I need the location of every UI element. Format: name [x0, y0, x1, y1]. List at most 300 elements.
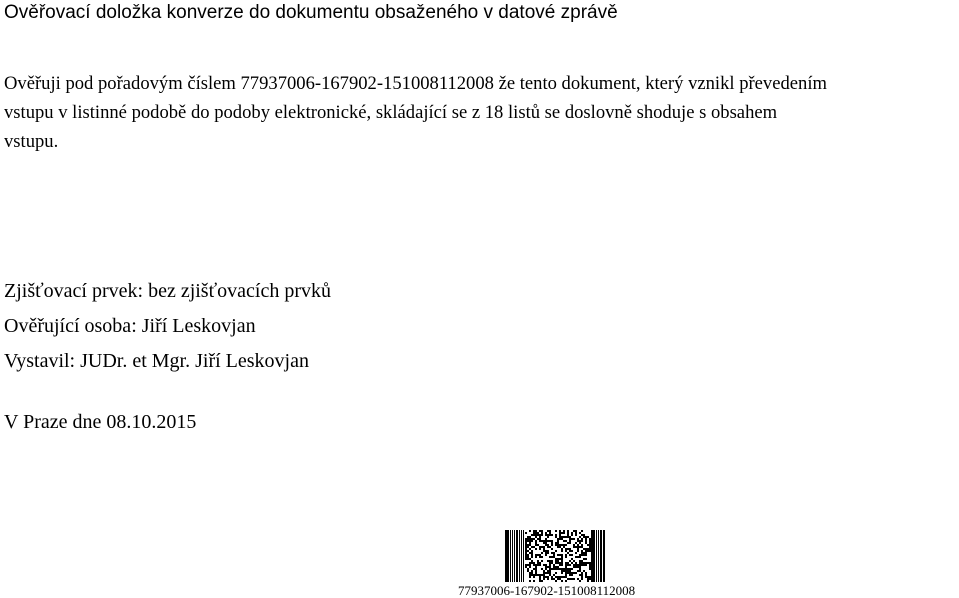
barcode-module — [549, 566, 551, 568]
barcode-module — [585, 552, 587, 554]
barcode-module — [589, 546, 591, 548]
barcode-module — [533, 532, 535, 534]
barcode-module — [551, 534, 553, 536]
barcode-module — [557, 560, 559, 562]
barcode-module — [553, 566, 555, 568]
barcode-module — [577, 548, 579, 550]
barcode-module — [527, 558, 529, 560]
barcode-module — [583, 534, 585, 536]
barcode-module — [573, 578, 575, 580]
barcode-module — [531, 562, 533, 564]
barcode-module — [585, 576, 587, 578]
barcode-module — [559, 576, 561, 578]
barcode-module — [531, 552, 533, 554]
barcode-module — [575, 564, 577, 566]
barcode-module — [565, 566, 567, 568]
barcode-module — [577, 538, 579, 540]
barcode-module — [541, 580, 543, 582]
barcode-module — [533, 530, 535, 532]
barcode-module — [547, 560, 549, 562]
barcode-module — [559, 532, 561, 534]
barcode-module — [529, 552, 531, 554]
barcode-module — [527, 538, 529, 540]
barcode-module — [545, 572, 547, 574]
barcode-module — [551, 576, 553, 578]
barcode-module — [561, 538, 563, 540]
barcode-module — [545, 564, 547, 566]
barcode-module — [555, 566, 557, 568]
barcode-module — [529, 530, 531, 532]
barcode-module — [551, 556, 553, 558]
barcode-module — [589, 576, 591, 578]
barcode-module — [533, 546, 535, 548]
barcode-module — [581, 546, 583, 548]
barcode-module — [581, 560, 583, 562]
barcode-module — [587, 580, 589, 582]
barcode-module — [585, 564, 587, 566]
barcode-module — [539, 554, 541, 556]
barcode-module — [577, 564, 579, 566]
barcode-module — [581, 572, 583, 574]
barcode-module — [573, 546, 575, 548]
barcode-module — [581, 562, 583, 564]
barcode-module — [577, 578, 579, 580]
barcode-module — [541, 546, 543, 548]
barcode-module — [571, 558, 573, 560]
barcode-module — [585, 574, 587, 576]
barcode-module — [589, 568, 591, 570]
barcode-module — [531, 546, 533, 548]
barcode-module — [579, 546, 581, 548]
barcode-module — [553, 578, 555, 580]
barcode-module — [549, 530, 551, 532]
barcode-module — [561, 558, 563, 560]
barcode-module — [559, 530, 561, 532]
barcode-module — [577, 546, 579, 548]
barcode-module — [567, 570, 569, 572]
barcode-module — [531, 572, 533, 574]
barcode-module — [525, 548, 527, 550]
barcode-module — [531, 574, 533, 576]
barcode-module — [535, 548, 537, 550]
barcode-module — [529, 572, 531, 574]
barcode-module — [573, 538, 575, 540]
paragraph-line-3: vstupu. — [4, 131, 59, 152]
barcode-module — [577, 556, 579, 558]
barcode-module — [547, 570, 549, 572]
barcode-module — [537, 564, 539, 566]
barcode-module — [535, 544, 537, 546]
barcode-module — [581, 544, 583, 546]
barcode-module — [535, 540, 537, 542]
barcode-module — [527, 556, 529, 558]
barcode-module — [571, 578, 573, 580]
barcode-module — [569, 538, 571, 540]
barcode-module — [557, 576, 559, 578]
barcode-module — [559, 554, 561, 556]
barcode-module — [549, 532, 551, 534]
barcode-module — [585, 538, 587, 540]
barcode-module — [573, 560, 575, 562]
barcode-module — [539, 538, 541, 540]
barcode-module — [581, 538, 583, 540]
barcode-module — [551, 552, 553, 554]
barcode-module — [525, 566, 527, 568]
barcode-module — [585, 558, 587, 560]
barcode-module — [531, 534, 533, 536]
barcode-module — [555, 560, 557, 562]
barcode-module — [549, 570, 551, 572]
barcode-module — [589, 562, 591, 564]
barcode-module — [565, 574, 567, 576]
barcode-module — [571, 568, 573, 570]
barcode-module — [547, 552, 549, 554]
barcode-module — [529, 580, 531, 582]
barcode-module — [569, 570, 571, 572]
barcode-module — [531, 570, 533, 572]
barcode-module — [555, 568, 557, 570]
barcode-module — [545, 534, 547, 536]
barcode-module — [535, 556, 537, 558]
barcode-module — [583, 552, 585, 554]
barcode-module — [581, 564, 583, 566]
barcode-module — [535, 568, 537, 570]
barcode-module — [539, 546, 541, 548]
barcode-module — [569, 540, 571, 542]
barcode-module — [563, 532, 565, 534]
barcode-module — [533, 568, 535, 570]
barcode-module — [533, 576, 535, 578]
barcode-module — [569, 554, 571, 556]
barcode-module — [525, 558, 527, 560]
barcode-module — [551, 560, 553, 562]
barcode-module — [557, 558, 559, 560]
barcode-module — [527, 564, 529, 566]
security-element-line: Zjišťovací prvek: bez zjišťovacích prvků — [4, 280, 331, 302]
barcode-module — [569, 560, 571, 562]
barcode-module — [565, 544, 567, 546]
barcode-module — [555, 562, 557, 564]
barcode-module — [527, 550, 529, 552]
barcode-module — [555, 558, 557, 560]
barcode-module — [583, 558, 585, 560]
barcode-module — [565, 536, 567, 538]
barcode-module — [545, 554, 547, 556]
barcode-module — [543, 540, 545, 542]
barcode-module — [569, 564, 571, 566]
barcode-module — [541, 530, 543, 532]
barcode-module — [555, 580, 557, 582]
barcode-module — [531, 540, 533, 542]
barcode-module — [527, 554, 529, 556]
barcode-module — [547, 550, 549, 552]
barcode-module — [551, 540, 553, 542]
barcode-module — [561, 532, 563, 534]
barcode-module — [587, 578, 589, 580]
barcode-module — [585, 540, 587, 542]
barcode-module — [571, 532, 573, 534]
barcode-module — [567, 568, 569, 570]
barcode-module — [561, 562, 563, 564]
barcode-module — [537, 538, 539, 540]
barcode-module — [577, 540, 579, 542]
barcode-module — [551, 568, 553, 570]
barcode-module — [539, 556, 541, 558]
barcode-module — [553, 554, 555, 556]
barcode-module — [565, 554, 567, 556]
barcode-module — [563, 576, 565, 578]
barcode-module — [543, 550, 545, 552]
barcode-module — [585, 554, 587, 556]
barcode-module — [529, 544, 531, 546]
barcode-module — [539, 562, 541, 564]
barcode-module — [531, 550, 533, 552]
barcode-module — [575, 552, 577, 554]
barcode-module — [585, 562, 587, 564]
barcode-module — [557, 578, 559, 580]
barcode-module — [535, 572, 537, 574]
barcode-module — [525, 546, 527, 548]
barcode-module — [543, 576, 545, 578]
barcode-module — [579, 532, 581, 534]
barcode-module — [575, 546, 577, 548]
barcode-module — [579, 542, 581, 544]
barcode-module — [529, 566, 531, 568]
barcode-module — [535, 564, 537, 566]
barcode-module — [567, 552, 569, 554]
barcode-module — [539, 548, 541, 550]
barcode-module — [585, 550, 587, 552]
barcode-module — [559, 538, 561, 540]
barcode-module — [553, 574, 555, 576]
barcode-module — [583, 548, 585, 550]
barcode-module — [571, 538, 573, 540]
barcode-module — [567, 562, 569, 564]
barcode-module — [535, 566, 537, 568]
barcode-module — [579, 556, 581, 558]
barcode-module — [529, 536, 531, 538]
barcode-module — [547, 566, 549, 568]
barcode-module — [557, 546, 559, 548]
barcode-module — [543, 564, 545, 566]
barcode-module — [585, 542, 587, 544]
barcode-module — [537, 544, 539, 546]
barcode-module — [577, 544, 579, 546]
barcode-module — [527, 540, 529, 542]
barcode-module — [587, 576, 589, 578]
barcode-module — [561, 564, 563, 566]
verification-paragraph — [4, 69, 959, 156]
barcode-module — [585, 572, 587, 574]
barcode-module — [549, 562, 551, 564]
barcode-module — [529, 562, 531, 564]
place-date-line: V Praze dne 08.10.2015 — [4, 411, 197, 433]
barcode-module — [559, 568, 561, 570]
barcode-module — [585, 536, 587, 538]
barcode-module — [563, 570, 565, 572]
barcode-module — [529, 574, 531, 576]
barcode-module — [555, 530, 557, 532]
barcode-module — [531, 560, 533, 562]
barcode-module — [539, 534, 541, 536]
barcode-module — [545, 544, 547, 546]
barcode-module — [569, 568, 571, 570]
barcode-number: 77937006-167902-151008112008 — [458, 583, 636, 598]
barcode-module — [563, 540, 565, 542]
barcode-module — [545, 538, 547, 540]
barcode-module — [561, 572, 563, 574]
barcode-module — [583, 564, 585, 566]
barcode-module — [541, 560, 543, 562]
barcode-module — [571, 574, 573, 576]
barcode-module — [581, 578, 583, 580]
barcode-module — [541, 534, 543, 536]
barcode-module — [579, 568, 581, 570]
barcode-module — [539, 540, 541, 542]
barcode-module — [559, 578, 561, 580]
barcode-module — [583, 562, 585, 564]
barcode-module — [535, 554, 537, 556]
barcode-module — [547, 572, 549, 574]
barcode-module — [529, 542, 531, 544]
barcode-module — [559, 544, 561, 546]
barcode-module — [575, 532, 577, 534]
barcode-module — [549, 556, 551, 558]
verifying-person-line: Ověřující osoba: Jiří Leskovjan — [4, 315, 256, 337]
barcode-module — [581, 530, 583, 532]
barcode-module — [531, 556, 533, 558]
barcode-module — [525, 556, 527, 558]
barcode-module — [545, 532, 547, 534]
barcode-module — [587, 548, 589, 550]
barcode-module — [559, 546, 561, 548]
barcode-module — [571, 562, 573, 564]
barcode-module — [577, 550, 579, 552]
barcode-module — [589, 544, 591, 546]
barcode-module — [547, 546, 549, 548]
barcode-module — [541, 532, 543, 534]
barcode-module — [541, 556, 543, 558]
barcode-module — [541, 574, 543, 576]
barcode-module — [553, 568, 555, 570]
barcode-module — [569, 550, 571, 552]
barcode-module — [569, 574, 571, 576]
barcode-module — [545, 566, 547, 568]
barcode-module — [537, 574, 539, 576]
barcode-module — [561, 580, 563, 582]
barcode-module — [525, 554, 527, 556]
barcode-module — [555, 542, 557, 544]
barcode-module — [573, 572, 575, 574]
barcode-module — [575, 556, 577, 558]
barcode-module — [565, 540, 567, 542]
barcode-module — [579, 574, 581, 576]
barcode-module — [589, 566, 591, 568]
barcode-module — [537, 532, 539, 534]
barcode-module — [565, 568, 567, 570]
barcode-module — [575, 572, 577, 574]
barcode-module — [557, 562, 559, 564]
barcode-module — [527, 568, 529, 570]
barcode-module — [549, 546, 551, 548]
barcode-module — [533, 534, 535, 536]
barcode-module — [569, 542, 571, 544]
barcode-module — [547, 578, 549, 580]
barcode-module — [589, 578, 591, 580]
barcode-module — [529, 548, 531, 550]
barcode-module — [545, 542, 547, 544]
barcode-module — [555, 536, 557, 538]
barcode-module — [569, 578, 571, 580]
barcode-module — [525, 552, 527, 554]
barcode-module — [539, 578, 541, 580]
barcode-module — [545, 576, 547, 578]
barcode-module — [563, 544, 565, 546]
barcode-module — [579, 554, 581, 556]
barcode-module — [543, 572, 545, 574]
barcode-module — [559, 558, 561, 560]
barcode-module — [589, 550, 591, 552]
barcode-module — [575, 562, 577, 564]
barcode-module — [551, 562, 553, 564]
barcode-module — [575, 530, 577, 532]
barcode-module — [573, 530, 575, 532]
barcode-module — [557, 540, 559, 542]
barcode-module — [541, 540, 543, 542]
barcode-module — [559, 534, 561, 536]
barcode-module — [537, 562, 539, 564]
barcode-module — [565, 570, 567, 572]
barcode-module — [563, 536, 565, 538]
barcode-module — [565, 548, 567, 550]
barcode-module — [537, 560, 539, 562]
barcode-module — [577, 566, 579, 568]
barcode-module — [581, 554, 583, 556]
barcode-module — [575, 566, 577, 568]
barcode-module — [555, 576, 557, 578]
barcode-module — [557, 538, 559, 540]
barcode-module — [543, 570, 545, 572]
barcode-module — [561, 556, 563, 558]
barcode-module — [529, 564, 531, 566]
barcode-module — [553, 552, 555, 554]
barcode-module — [569, 536, 571, 538]
barcode-module — [565, 572, 567, 574]
barcode-module — [551, 578, 553, 580]
barcode-module — [547, 536, 549, 538]
barcode-module — [579, 570, 581, 572]
barcode-module — [587, 536, 589, 538]
barcode-module — [525, 542, 527, 544]
barcode-module — [561, 544, 563, 546]
barcode-module — [531, 538, 533, 540]
barcode-module — [551, 548, 553, 550]
barcode-module — [579, 536, 581, 538]
barcode-module — [581, 576, 583, 578]
barcode-module — [583, 536, 585, 538]
barcode-module — [555, 534, 557, 536]
barcode-module — [547, 534, 549, 536]
barcode-module — [589, 540, 591, 542]
barcode-module — [589, 564, 591, 566]
barcode-module — [557, 544, 559, 546]
document-title: Ověřovací doložka konverze do dokumentu obsaženého v datové zprávě — [4, 2, 618, 23]
barcode-module — [579, 564, 581, 566]
barcode-module — [539, 530, 541, 532]
barcode-module — [525, 538, 527, 540]
barcode-module — [549, 540, 551, 542]
barcode-module — [557, 542, 559, 544]
